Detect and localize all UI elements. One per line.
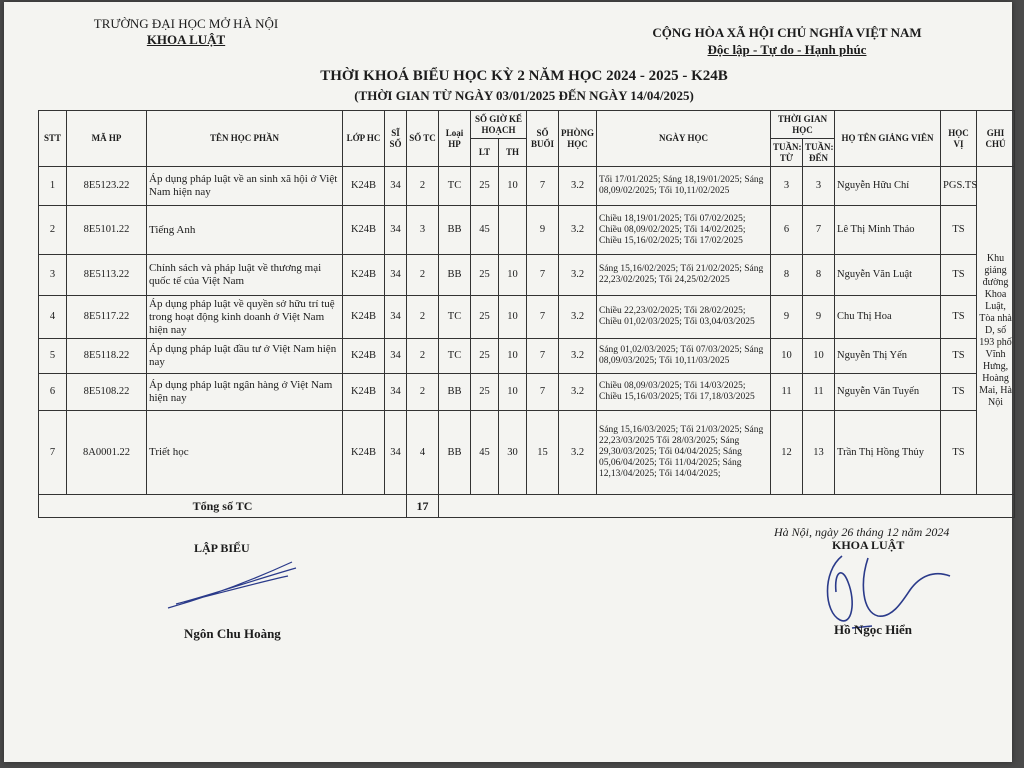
left-signature-icon bbox=[164, 558, 304, 614]
cell-lt: 45 bbox=[471, 411, 499, 495]
cell-loai: BB bbox=[439, 411, 471, 495]
total-label: Tổng số TC bbox=[39, 495, 407, 518]
cell-buoi: 7 bbox=[527, 374, 559, 411]
table-row bbox=[39, 374, 1015, 411]
cell-th: 10 bbox=[499, 296, 527, 339]
col-ten-hp: TÊN HỌC PHẦN bbox=[147, 111, 343, 167]
cell-tuan-den: 11 bbox=[803, 374, 835, 411]
document-page bbox=[4, 2, 1012, 762]
cell-lop: K24B bbox=[343, 255, 385, 296]
table-row bbox=[39, 339, 1015, 374]
cell-lop: K24B bbox=[343, 411, 385, 495]
cell-lt: 25 bbox=[471, 296, 499, 339]
cell-buoi: 7 bbox=[527, 167, 559, 206]
col-lt: LT bbox=[471, 139, 499, 167]
cell-phong: 3.2 bbox=[559, 255, 597, 296]
cell-lop: K24B bbox=[343, 206, 385, 255]
cell-giang-vien: Trần Thị Hồng Thủy bbox=[835, 411, 941, 495]
cell-ghi-chu: Khu giảng đường Khoa Luật, Tòa nhà D, số 193 phố Vĩnh Hưng, Hoàng Mai, Hà Nội bbox=[977, 167, 1015, 495]
cell-giang-vien: Nguyễn Thị Yến bbox=[835, 339, 941, 374]
cell-giang-vien: Nguyễn Văn Tuyến bbox=[835, 374, 941, 411]
cell-ngay-hoc: Sáng 01,02/03/2025; Tối 07/03/2025; Sáng 08,09/03/2025; Tối 10,11/03/2025 bbox=[597, 339, 771, 374]
cell-phong: 3.2 bbox=[559, 374, 597, 411]
cell-tuan-tu: 6 bbox=[771, 206, 803, 255]
cell-stt: 4 bbox=[39, 296, 67, 339]
cell-th: 10 bbox=[499, 255, 527, 296]
cell-giang-vien: Nguyễn Hữu Chí bbox=[835, 167, 941, 206]
cell-ngay-hoc: Chiều 08,09/03/2025; Tối 14/03/2025; Chiều 15,16/03/2025; Tối 17,18/03/2025 bbox=[597, 374, 771, 411]
col-ghi-chu: GHI CHÚ bbox=[977, 111, 1015, 167]
cell-giang-vien: Chu Thị Hoa bbox=[835, 296, 941, 339]
cell-th: 10 bbox=[499, 339, 527, 374]
col-ngay-hoc: NGÀY HỌC bbox=[597, 111, 771, 167]
cell-lt: 25 bbox=[471, 339, 499, 374]
cell-loai: TC bbox=[439, 167, 471, 206]
cell-ngay-hoc: Tối 17/01/2025; Sáng 18,19/01/2025; Sáng 08,09/02/2025; Tối 10,11/02/2025 bbox=[597, 167, 771, 206]
cell-hoc-vi: TS bbox=[941, 339, 977, 374]
cell-so-tc: 4 bbox=[407, 411, 439, 495]
cell-ten-hp: Triết học bbox=[147, 411, 343, 495]
col-so-gio: SỐ GIỜ KẾ HOẠCH bbox=[471, 111, 527, 139]
table-row bbox=[39, 411, 1015, 495]
table-row bbox=[39, 255, 1015, 296]
cell-hoc-vi: TS bbox=[941, 411, 977, 495]
left-signature-title: LẬP BIỂU bbox=[194, 541, 250, 555]
cell-buoi: 15 bbox=[527, 411, 559, 495]
cell-giang-vien: Nguyễn Văn Luật bbox=[835, 255, 941, 296]
cell-phong: 3.2 bbox=[559, 339, 597, 374]
cell-tuan-tu: 8 bbox=[771, 255, 803, 296]
table-row bbox=[39, 167, 1015, 206]
header-left bbox=[86, 16, 286, 48]
cell-lt: 25 bbox=[471, 374, 499, 411]
table-row bbox=[39, 206, 1015, 255]
cell-th: 10 bbox=[499, 167, 527, 206]
right-signature-title: KHOA LUẬT bbox=[832, 538, 905, 552]
document-subtitle: (THỜI GIAN TỪ NGÀY 03/01/2025 ĐẾN NGÀY 14/04/2025) bbox=[354, 88, 694, 103]
cell-buoi: 7 bbox=[527, 255, 559, 296]
col-so-buoi: SỐ BUỔI bbox=[527, 111, 559, 167]
left-signer-name: Ngôn Chu Hoàng bbox=[184, 626, 281, 641]
cell-ma-hp: 8E5123.22 bbox=[67, 167, 147, 206]
cell-so-tc: 3 bbox=[407, 206, 439, 255]
right-signer-name: Hồ Ngọc Hiển bbox=[834, 622, 912, 637]
cell-hoc-vi: TS bbox=[941, 296, 977, 339]
schedule-table bbox=[38, 110, 1015, 518]
cell-lop: K24B bbox=[343, 167, 385, 206]
cell-stt: 5 bbox=[39, 339, 67, 374]
cell-phong: 3.2 bbox=[559, 206, 597, 255]
cell-si-so: 34 bbox=[385, 339, 407, 374]
cell-so-tc: 2 bbox=[407, 374, 439, 411]
cell-tuan-tu: 3 bbox=[771, 167, 803, 206]
cell-phong: 3.2 bbox=[559, 167, 597, 206]
col-tuan-tu: TUẦN: TỪ bbox=[771, 139, 803, 167]
cell-ma-hp: 8A0001.22 bbox=[67, 411, 147, 495]
cell-ngay-hoc: Sáng 15,16/03/2025; Tối 21/03/2025; Sáng 22,23/03/2025 Tối 28/03/2025; Sáng 29,30/03/2025; Tối 04/04/2025; Sáng 05,06/04/2025; Tối 11/04/2025; Sáng 12,13/04/2025; Tối 14/04/2025; bbox=[597, 411, 771, 495]
cell-stt: 2 bbox=[39, 206, 67, 255]
cell-si-so: 34 bbox=[385, 411, 407, 495]
cell-tuan-tu: 12 bbox=[771, 411, 803, 495]
total-row bbox=[39, 495, 1015, 518]
cell-loai: BB bbox=[439, 206, 471, 255]
cell-tuan-den: 7 bbox=[803, 206, 835, 255]
cell-ma-hp: 8E5108.22 bbox=[67, 374, 147, 411]
col-loai-hp: Loại HP bbox=[439, 111, 471, 167]
cell-si-so: 34 bbox=[385, 206, 407, 255]
cell-giang-vien: Lê Thị Minh Thảo bbox=[835, 206, 941, 255]
cell-loai: TC bbox=[439, 339, 471, 374]
col-so-tc: SỐ TC bbox=[407, 111, 439, 167]
document-title: THỜI KHOÁ BIỂU HỌC KỲ 2 NĂM HỌC 2024 - 2025 - K24B bbox=[320, 68, 728, 84]
cell-lop: K24B bbox=[343, 296, 385, 339]
total-empty bbox=[439, 495, 1015, 518]
cell-so-tc: 2 bbox=[407, 339, 439, 374]
col-ma-hp: MÃ HP bbox=[67, 111, 147, 167]
col-th: TH bbox=[499, 139, 527, 167]
cell-so-tc: 2 bbox=[407, 255, 439, 296]
cell-tuan-den: 10 bbox=[803, 339, 835, 374]
cell-th: 30 bbox=[499, 411, 527, 495]
cell-tuan-den: 8 bbox=[803, 255, 835, 296]
cell-th bbox=[499, 206, 527, 255]
col-si-so: SĨ SỐ bbox=[385, 111, 407, 167]
cell-tuan-den: 9 bbox=[803, 296, 835, 339]
cell-ten-hp: Tiếng Anh bbox=[147, 206, 343, 255]
cell-ngay-hoc: Sáng 15,16/02/2025; Tối 21/02/2025; Sáng 22,23/02/2025; Tối 24,25/02/2025 bbox=[597, 255, 771, 296]
cell-lop: K24B bbox=[343, 339, 385, 374]
cell-tuan-tu: 11 bbox=[771, 374, 803, 411]
cell-ngay-hoc: Chiều 18,19/01/2025; Tối 07/02/2025; Chiều 08,09/02/2025; Tối 14/02/2025; Chiều 15,16/02/2025; Tối 17/02/2025 bbox=[597, 206, 771, 255]
cell-buoi: 9 bbox=[527, 206, 559, 255]
university-name: TRƯỜNG ĐẠI HỌC MỞ HÀ NỘI bbox=[93, 16, 279, 31]
col-tuan-den: TUẦN: ĐẾN bbox=[803, 139, 835, 167]
col-stt: STT bbox=[39, 111, 67, 167]
cell-ngay-hoc: Chiều 22,23/02/2025; Tối 28/02/2025; Chiều 01,02/03/2025; Tối 03,04/03/2025 bbox=[597, 296, 771, 339]
cell-stt: 3 bbox=[39, 255, 67, 296]
cell-hoc-vi: PGS.TS bbox=[941, 167, 977, 206]
table-row bbox=[39, 296, 1015, 339]
cell-phong: 3.2 bbox=[559, 296, 597, 339]
cell-ten-hp: Áp dụng pháp luật ngân hàng ở Việt Nam hiện nay bbox=[147, 374, 343, 411]
cell-tuan-den: 13 bbox=[803, 411, 835, 495]
col-thoi-gian: THỜI GIAN HỌC bbox=[771, 111, 835, 139]
cell-loai: BB bbox=[439, 255, 471, 296]
cell-tuan-tu: 10 bbox=[771, 339, 803, 374]
place-date: Hà Nội, ngày 26 tháng 12 năm 2024 bbox=[774, 525, 950, 539]
cell-buoi: 7 bbox=[527, 296, 559, 339]
cell-ten-hp: Áp dụng pháp luật về quyền sở hữu trí tuệ trong hoạt động kinh doanh ở Việt Nam hiện nay bbox=[147, 296, 343, 339]
cell-lt: 45 bbox=[471, 206, 499, 255]
cell-lop: K24B bbox=[343, 374, 385, 411]
cell-ma-hp: 8E5118.22 bbox=[67, 339, 147, 374]
cell-lt: 25 bbox=[471, 167, 499, 206]
cell-ten-hp: Áp dụng pháp luật về an sinh xã hội ở Việt Nam hiện nay bbox=[147, 167, 343, 206]
cell-si-so: 34 bbox=[385, 167, 407, 206]
cell-si-so: 34 bbox=[385, 374, 407, 411]
cell-hoc-vi: TS bbox=[941, 374, 977, 411]
cell-th: 10 bbox=[499, 374, 527, 411]
cell-stt: 1 bbox=[39, 167, 67, 206]
col-giang-vien: HỌ TÊN GIẢNG VIÊN bbox=[835, 111, 941, 167]
faculty-name: KHOA LUẬT bbox=[146, 32, 226, 47]
cell-ten-hp: Chính sách và pháp luật về thương mại quốc tế của Việt Nam bbox=[147, 255, 343, 296]
republic-name: CỘNG HÒA XÃ HỘI CHỦ NGHĨA VIỆT NAM bbox=[652, 25, 922, 40]
header-right bbox=[632, 24, 942, 58]
motto: Độc lập - Tự do - Hạnh phúc bbox=[707, 42, 867, 57]
cell-ma-hp: 8E5117.22 bbox=[67, 296, 147, 339]
cell-ten-hp: Áp dụng pháp luật đầu tư ở Việt Nam hiện nay bbox=[147, 339, 343, 374]
cell-tuan-tu: 9 bbox=[771, 296, 803, 339]
cell-so-tc: 2 bbox=[407, 296, 439, 339]
cell-so-tc: 2 bbox=[407, 167, 439, 206]
cell-hoc-vi: TS bbox=[941, 255, 977, 296]
cell-ma-hp: 8E5113.22 bbox=[67, 255, 147, 296]
col-phong: PHÒNG HỌC bbox=[559, 111, 597, 167]
cell-lt: 25 bbox=[471, 255, 499, 296]
cell-loai: BB bbox=[439, 374, 471, 411]
total-value: 17 bbox=[407, 495, 439, 518]
col-lop: LỚP HC bbox=[343, 111, 385, 167]
cell-phong: 3.2 bbox=[559, 411, 597, 495]
cell-hoc-vi: TS bbox=[941, 206, 977, 255]
cell-buoi: 7 bbox=[527, 339, 559, 374]
cell-si-so: 34 bbox=[385, 296, 407, 339]
cell-stt: 7 bbox=[39, 411, 67, 495]
cell-ma-hp: 8E5101.22 bbox=[67, 206, 147, 255]
cell-si-so: 34 bbox=[385, 255, 407, 296]
col-hoc-vi: HỌC VỊ bbox=[941, 111, 977, 167]
cell-loai: TC bbox=[439, 296, 471, 339]
cell-tuan-den: 3 bbox=[803, 167, 835, 206]
cell-stt: 6 bbox=[39, 374, 67, 411]
